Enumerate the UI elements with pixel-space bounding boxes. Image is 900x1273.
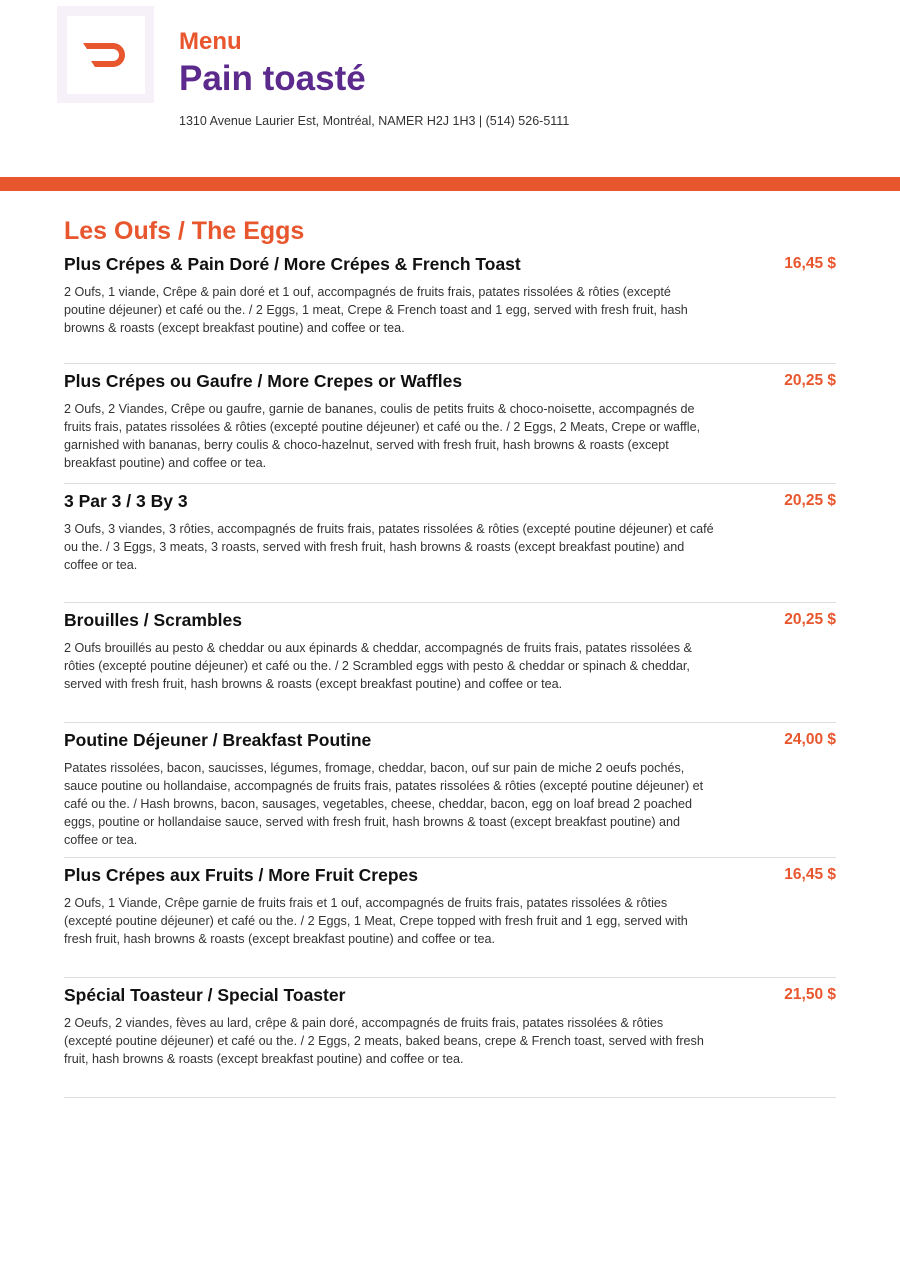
item-description: 2 Oufs, 1 viande, Crêpe & pain doré et 1 ouf, accompagnés de fruits frais, patates rissolées & rôties (excepté poutine déjeuner) et café ou the. / 2 Eggs, 1 meat, Crepe & French toast and 1 egg, served with fresh fruit, hash browns & roasts (except breakfast poutine) and coffee or tea. <box>64 285 688 335</box>
item-price: 16,45 $ <box>784 255 836 272</box>
item-price: 21,50 $ <box>784 986 836 1003</box>
logo <box>57 6 154 103</box>
item-price: 16,45 $ <box>784 866 836 883</box>
menu-item <box>64 723 836 858</box>
item-price: 20,25 $ <box>784 611 836 628</box>
menu-item <box>64 603 836 723</box>
item-name: Plus Crépes aux Fruits / More Fruit Crepes <box>64 865 418 885</box>
item-name: Plus Crépes & Pain Doré / More Crépes & French Toast <box>64 254 521 274</box>
item-price: 20,25 $ <box>784 492 836 509</box>
menu-item <box>64 484 836 603</box>
menu-item <box>64 858 836 978</box>
item-description: 3 Oufs, 3 viandes, 3 rôties, accompagnés de fruits frais, patates rissolées & rôties (excepté poutine déjeuner) et café ou the. / 3 Eggs, 3 meats, 3 roasts, served with fresh fruit, hash browns & roasts (except breakfast poutine) and coffee or tea. <box>64 522 714 572</box>
header-divider-bar <box>0 177 900 191</box>
item-name: Brouilles / Scrambles <box>64 610 242 630</box>
menu-label: Menu <box>179 28 242 55</box>
menu-item <box>64 978 836 1098</box>
logo-inner <box>67 16 145 94</box>
menu-item <box>64 364 836 484</box>
restaurant-name: Pain toasté <box>179 59 366 98</box>
menu-section <box>64 216 836 1098</box>
header <box>179 28 366 99</box>
item-description: 2 Oufs, 2 Viandes, Crêpe ou gaufre, garnie de bananes, coulis de petits fruits & choco-noisette, accompagnés de fruits frais, patates rissolées & rôties (excepté poutine déjeuner) et café ou the. / 2 Eggs, 2 Meats, Crepe or waffle, garnished with bananas, berry coulis & choco-hazelnut, served with fresh fruit, hash browns & roasts (except breakfast poutine) and coffee or tea. <box>64 402 701 470</box>
item-description: 2 Oufs brouillés au pesto & cheddar ou aux épinards & cheddar, accompagnés de fruits frais, patates rissolées & rôties (excepté poutine déjeuner) et café ou the. / 2 Scrambled eggs with pesto & cheddar or spinach & cheddar, served with fresh fruit, hash browns & roasts (except breakfast poutine) and coffee or tea. <box>64 641 692 691</box>
item-description: 2 Oufs, 1 Viande, Crêpe garnie de fruits frais et 1 ouf, accompagnés de fruits frais, patates rissolées & rôties (excepté poutine déjeuner) et café ou the. / 2 Eggs, 1 Meat, Crepe topped with fresh fruit and 1 egg, served with fresh fruit, hash browns & roasts (except breakfast poutine) and coffee or tea. <box>64 896 688 946</box>
item-price: 24,00 $ <box>784 731 836 748</box>
restaurant-address: 1310 Avenue Laurier Est, Montréal, NAMER H2J 1H3 | (514) 526-5111 <box>179 114 570 128</box>
item-price: 20,25 $ <box>784 372 836 389</box>
item-name: Plus Crépes ou Gaufre / More Crepes or Waffles <box>64 371 463 391</box>
doordash-logo-icon <box>80 40 132 70</box>
menu-item <box>64 246 836 364</box>
item-description: Patates rissolées, bacon, saucisses, légumes, fromage, cheddar, bacon, ouf sur pain de miche 2 oeufs pochés, sauce poutine ou hollandaise, accompagnés de fruits frais, patates rissolées & rôties (excepté poutine déjeuner) et café ou the. / Hash browns, bacon, sausages, vegetables, cheese, cheddar, bacon, egg on loaf bread 2 poached eggs, poutine or hollandaise sauce, served with fresh fruit, hash browns & toast (except breakfast poutine) and coffee or tea. <box>64 761 704 847</box>
item-name: 3 Par 3 / 3 By 3 <box>64 491 188 511</box>
section-title: Les Oufs / The Eggs <box>64 217 305 245</box>
item-name: Poutine Déjeuner / Breakfast Poutine <box>64 730 372 750</box>
item-name: Spécial Toasteur / Special Toaster <box>64 985 346 1005</box>
item-description: 2 Oeufs, 2 viandes, fèves au lard, crêpe & pain doré, accompagnés de fruits frais, patates rissolées & rôties (excepté poutine déjeuner) et café ou the. / 2 Eggs, 2 meats, baked beans, crepe & French toast, served with fresh fruit, hash browns & roasts (except breakfast poutine) and coffee or tea. <box>64 1016 704 1066</box>
